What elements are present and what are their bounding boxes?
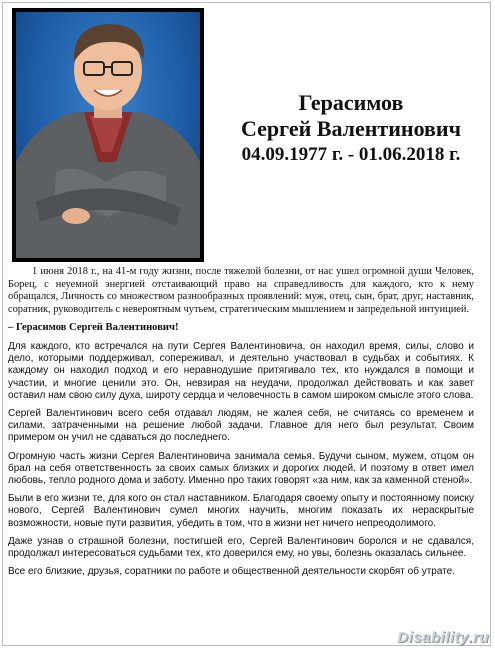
tribute-line: – Герасимов Сергей Валентинович!: [8, 322, 179, 334]
life-dates: 04.09.1977 г. - 01.06.2018 г.: [241, 144, 461, 165]
paragraph-illness: Даже узнав о страшной болезни, постигшей его, Сергей Валентинович боролся и не сдавался, продолжал интересоваться судьбами тех, кто доверился ему, но увы, болезнь оказалась сильнее.: [8, 535, 474, 560]
portrait-illustration: [16, 12, 200, 258]
obituary-text: [8, 266, 474, 584]
paragraph-family: Огромную часть жизни Сергея Валентиновича занимала семья. Будучи сыном, мужем, отцом он брал на себя ответственность за своих самых близких и дорогих людей. И поэтому в ответ имел любовь, тепло родного дома и заботу. Именно про таких говорят «за ним, как за каменной стеной».: [8, 450, 474, 486]
site-watermark: Disability.ru: [397, 629, 489, 646]
paragraph-mentor: Были в его жизни те, для кого он стал наставником. Благодаря своему опыту и постоянному поиску нового, Сергей Валентинович сумел многих научить, многим показать их нераскрытые возможности, новые пути развития, убедить в том, что в жизни нет ничего непреодолимого.: [8, 493, 474, 529]
paragraph-mourning: Все его близкие, друзья, соратники по работе и общественной деятельности скорбят об утрате.: [8, 566, 455, 578]
surname: Герасимов: [298, 90, 404, 115]
memorial-header: [212, 90, 490, 168]
portrait-photo: [16, 12, 200, 258]
paragraph-intro: 1 июня 2018 г., на 41-м году жизни, после тяжелой болезни, от нас ушел огромной души Человек, Борец, с неуемной энергией отстаивающий право на справедливость для каждого, кто к нему обращался, Личность со множеством разнообразных проявлений: муж, отец, сын, брат, друг, наставник, соратник, руководитель с невероятным чутьем, стратегическим мышлением и запредельной интуицией.: [8, 266, 474, 315]
paragraph-support: Для каждого, кто встречался на пути Сергея Валентиновича, он находил время, силы, слово и дело, которыми поддерживал, сопереживал, и деятельно участвовал в судьбах и событиях. К каждому он находил подход и его неравнодушие притягивало тех, кто нуждался в помощи и участии, и многие ценили это. Он, невзирая на неудачи, продолжал действовать и как завет оставил нам свою силу духа, широту сердца и человечность в самом широком смысле этого слова.: [8, 340, 474, 401]
full-name: Сергей Валентинович: [240, 116, 462, 141]
paragraph-dedication: Сергей Валентинович всего себя отдавал людям, не жалея себя, не считаясь со временем и силами, затраченными на решение любой задачи. Главное для него был результат. Своим примером он учил не сдаваться до последнего.: [8, 407, 474, 444]
portrait-frame: [12, 8, 204, 262]
